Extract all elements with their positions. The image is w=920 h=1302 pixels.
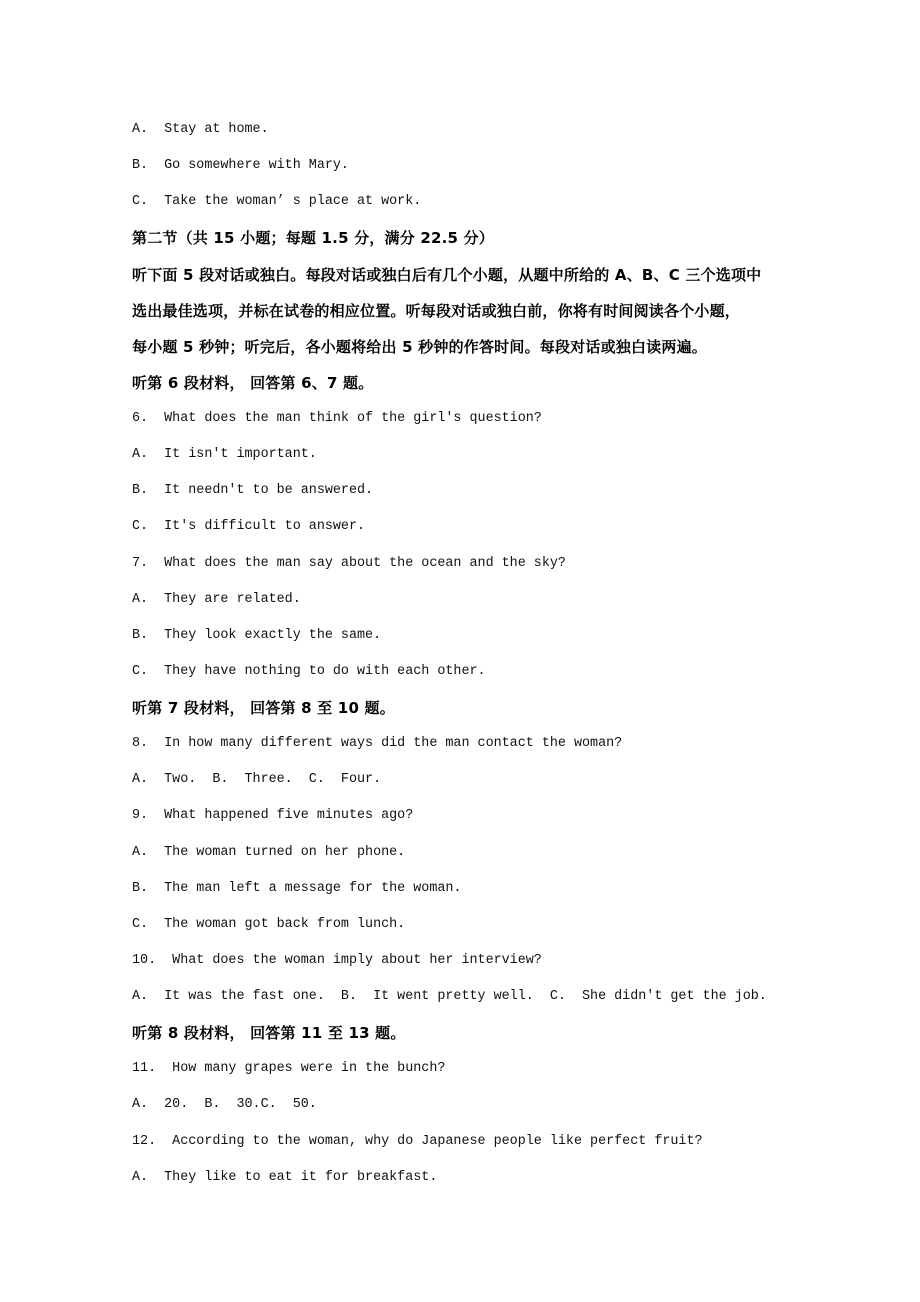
text-line: A. The woman turned on her phone. (132, 844, 406, 860)
text-line: B. It needn't to be answered. (132, 483, 374, 499)
text-line: A. They are related. (132, 591, 301, 607)
section-heading: 听第 8 段材料， 回答第 11 至 13 题。 (132, 1024, 406, 1043)
text-line: C. They have nothing to do with each other. (132, 663, 486, 679)
text-line: C. The woman got back from lunch. (132, 916, 406, 932)
text-line: 12. According to the woman, why do Japanese people like perfect fruit? (132, 1133, 703, 1149)
text-line: A. 20. B. 30.C. 50. (132, 1097, 317, 1113)
text-line: 7. What does the man say about the ocean and the sky? (132, 555, 566, 571)
text-line: 10. What does the woman imply about her interview? (132, 952, 542, 968)
text-line: A. They like to eat it for breakfast. (132, 1169, 438, 1185)
text-line: B. The man left a message for the woman. (132, 880, 462, 896)
text-line: C. Take the woman’ s place at work. (132, 194, 422, 210)
text-line: 11. How many grapes were in the bunch? (132, 1061, 446, 1077)
text-line: B. Go somewhere with Mary. (132, 158, 349, 174)
document-page (132, 112, 812, 1196)
section-heading: 听第 6 段材料， 回答第 6、7 题。 (132, 373, 374, 392)
text-line: 8. In how many different ways did the man contact the woman? (132, 736, 623, 752)
text-line: 6. What does the man think of the girl's question? (132, 411, 542, 426)
text-line: A. It isn't important. (132, 447, 317, 463)
section-heading: 听下面 5 段对话或独白。每段对话或独白后有几个小题，从题中所给的 A、B、C 三个选项中 (132, 265, 762, 284)
section-heading: 听第 7 段材料， 回答第 8 至 10 题。 (132, 699, 395, 717)
text-line: A. Stay at home. (132, 122, 269, 137)
text-line: 9. What happened five minutes ago? (132, 808, 414, 824)
text-line: B. They look exactly the same. (132, 627, 382, 643)
text-line: C. It's difficult to answer. (132, 519, 366, 535)
section-heading: 每小题 5 秒钟；听完后，各小题将给出 5 秒钟的作答时间。每段对话或独白读两遍。 (132, 337, 707, 356)
section-heading: 选出最佳选项，并标在试卷的相应位置。听每段对话或独白前，你将有时间阅读各个小题， (132, 301, 741, 320)
text-line: A. It was the fast one. B. It went pretty well. C. She didn't get the job. (132, 989, 767, 1004)
section-heading: 第二节（共 15 小题；每题 1.5 分，满分 22.5 分） (132, 229, 494, 248)
text-line: A. Two. B. Three. C. Four. (132, 772, 382, 788)
